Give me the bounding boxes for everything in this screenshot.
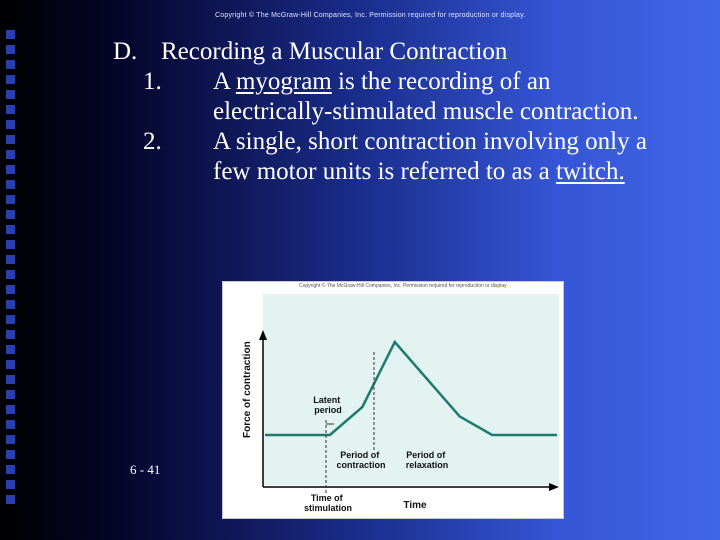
relaxation-label-line2: relaxation (405, 460, 449, 470)
x-axis-label: Time (403, 500, 427, 511)
figure-copyright: Copyright © The McGraw-Hill Companies, Inc. Permission required for reproduction or display. (299, 283, 508, 289)
item-number: 2. (143, 128, 162, 155)
item-number: 1. (143, 68, 162, 95)
contraction-label-line1: Period of (340, 450, 380, 460)
item-text-before: A single, short contraction involving only a few motor units is referred to as a (213, 128, 647, 185)
stimulation-label-line2: stimulation (303, 503, 353, 513)
list-item (113, 127, 713, 187)
contraction-label (336, 450, 385, 470)
slide-heading (113, 37, 713, 67)
latent-label (313, 395, 343, 415)
latent-label-line2: period (314, 405, 342, 415)
item-text-after: is the recording of an electrically-stimulated muscle contraction. (213, 68, 639, 125)
stimulation-label (304, 493, 352, 513)
slide-number: 6 - 41 (130, 462, 161, 477)
decorative-squares (6, 30, 18, 510)
item-text-before: A (213, 68, 236, 95)
myogram-chart (223, 282, 563, 518)
contraction-label-line2: contraction (336, 460, 386, 470)
slide-content (113, 37, 713, 187)
relaxation-label-line1: Period of (406, 450, 446, 460)
heading-text: Recording a Muscular Contraction (161, 38, 508, 65)
heading-letter: D. (113, 38, 138, 65)
list-item (113, 67, 713, 127)
copyright-notice: Copyright © The McGraw-Hill Companies, Inc. Permission required for reproduction or display. (215, 12, 526, 19)
term-twitch: twitch. (555, 158, 625, 185)
y-axis-label: Force of contraction (242, 341, 253, 438)
stimulation-label-line1: Time of (310, 493, 343, 503)
item-text (213, 127, 673, 187)
latent-label-line1: Latent (313, 395, 341, 405)
myogram-figure (222, 281, 564, 519)
term-myogram: myogram (235, 68, 332, 95)
item-text (213, 67, 673, 127)
relaxation-label (406, 450, 449, 470)
